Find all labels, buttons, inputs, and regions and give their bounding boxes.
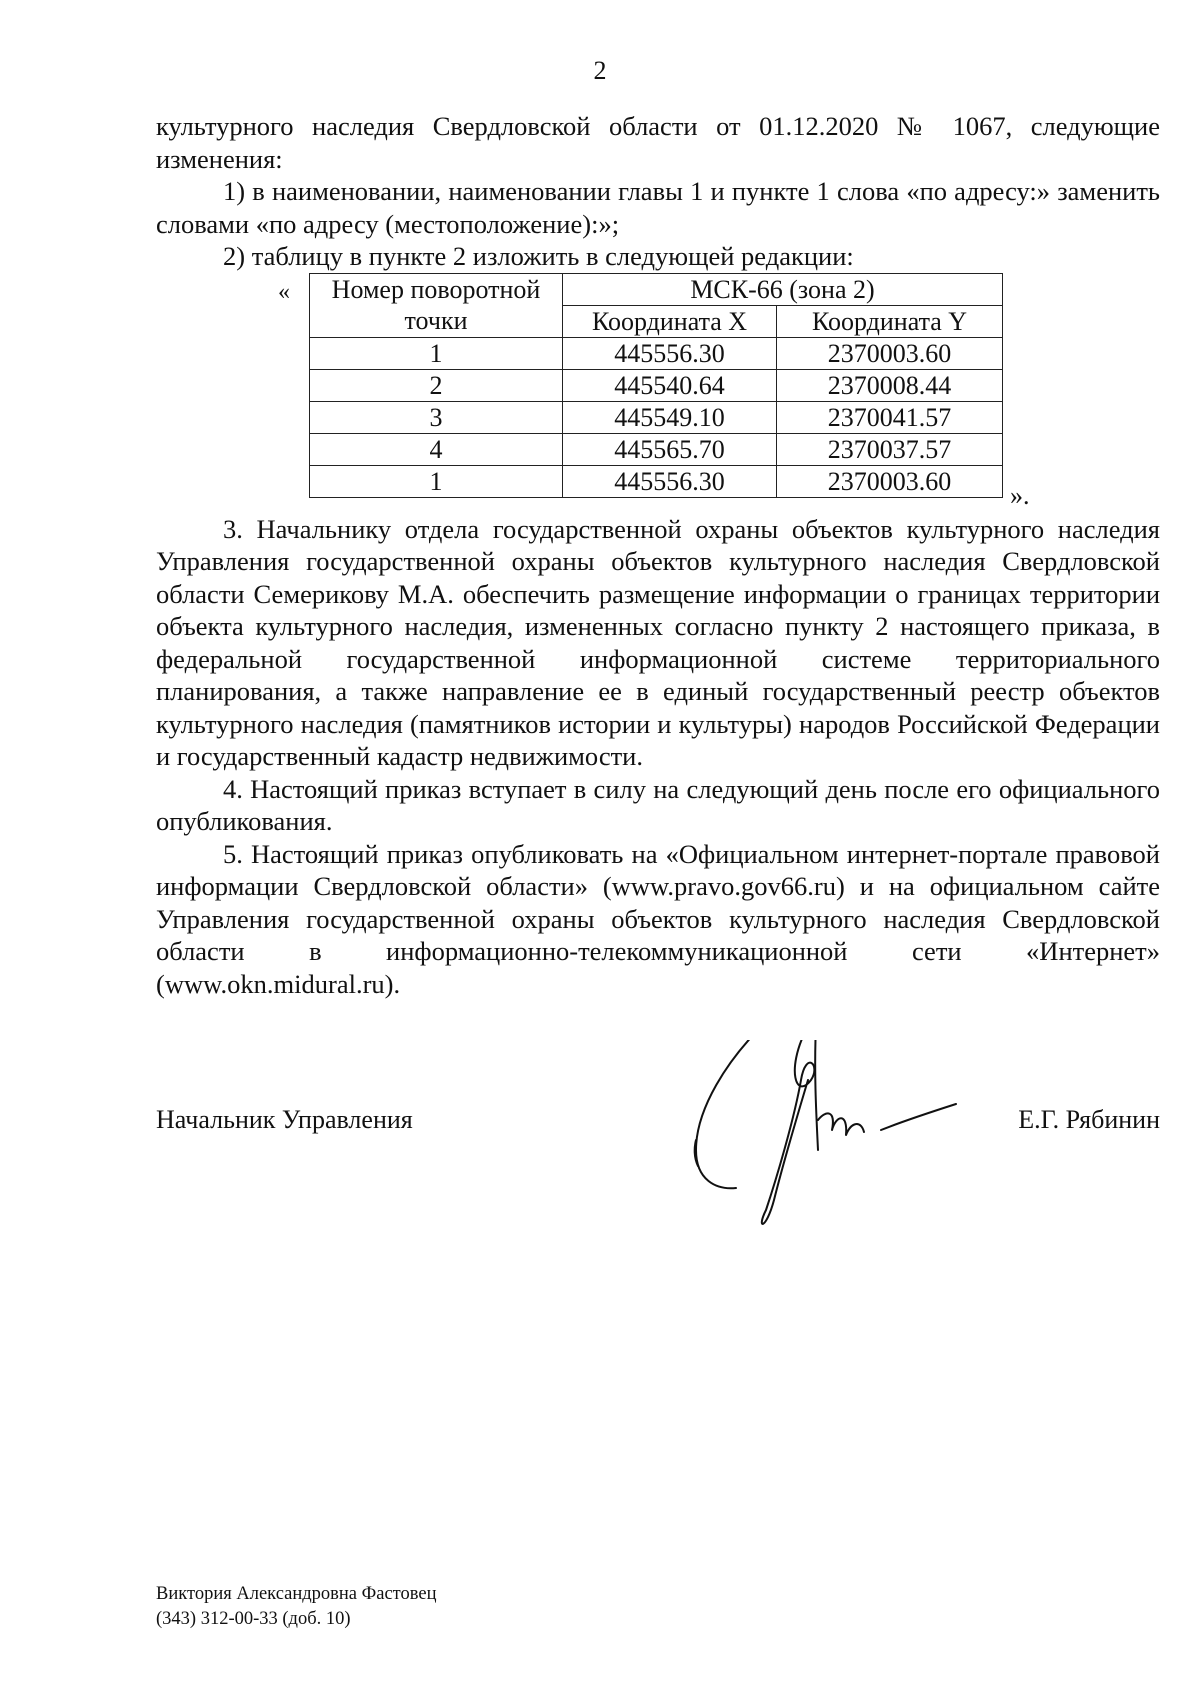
executor-footer [156,1582,437,1632]
paragraph-item-1: 1) в наименовании, наименовании главы 1 и пункте 1 слова «по адресу:» заменить словами «по адресу (местоположение):»; [156,176,1160,239]
cell-y: 2370041.57 [777,401,1003,433]
cell-x: 445565.70 [563,433,777,465]
cell-point: 1 [310,465,563,497]
table-opening-quote: « [278,278,290,305]
paragraph-item-5: 5. Настоящий приказ опубликовать на «Официальном интернет-портале правовой информации Свердловской области» (www.pravo.gov66.ru) и на официальном сайте Управления государственной охраны объектов культурного наследия Свердловской области в информационно-телекоммуникационной сети «Интернет» (www.okn.midural.ru). [156,838,1160,999]
cell-x: 445556.30 [563,465,777,497]
signatory-role: Начальник Управления [156,1105,413,1134]
document-body [156,110,1160,1000]
cell-y: 2370037.57 [777,433,1003,465]
cell-point: 3 [310,401,563,433]
cell-y: 2370008.44 [777,369,1003,401]
handwritten-signature [656,1040,1016,1240]
coordinates-table-block [156,273,1160,513]
table-row [310,433,1003,465]
executor-phone: (343) 312-00-33 (доб. 10) [156,1609,351,1629]
header-coordinate-x: Координата X [563,305,777,337]
cell-point: 2 [310,369,563,401]
table-header-row-1 [310,273,1003,305]
signature-block [156,1040,1160,1240]
table-row [310,465,1003,497]
cell-point: 4 [310,433,563,465]
table-closing-quote: ». [1010,480,1030,510]
table-row [310,401,1003,433]
header-point-number: Номер поворотной [310,273,563,305]
paragraph-intro: культурного наследия Свердловской области от 01.12.2020 № 1067, следующие изменения: [156,111,1160,174]
paragraph-item-3: 3. Начальнику отдела государственной охраны объектов культурного наследия Управления государственной охраны объектов культурного наследия Свердловской области Семерикову М.А. обеспечить размещение информации о границах территории объекта культурного наследия, измененных согласно пункту 2 настоящего приказа, в федеральной государственной информационной системе территориального планирования, а также направление ее в единый государственный реестр объектов культурного наследия (памятников истории и культуры) народов Российской Федерации и государственный кадастр недвижимости. [156,513,1160,771]
coordinates-table [309,273,1003,498]
header-coordinate-system: МСК-66 (зона 2) [563,273,1003,305]
table-header-row-2 [310,305,1003,337]
cell-x: 445540.64 [563,369,777,401]
cell-point: 1 [310,337,563,369]
cell-y: 2370003.60 [777,465,1003,497]
cell-x: 445556.30 [563,337,777,369]
paragraph-item-2: 2) таблицу в пункте 2 изложить в следующей редакции: [223,241,854,271]
table-row [310,369,1003,401]
paragraph-item-4: 4. Настоящий приказ вступает в силу на следующий день после его официального опубликования. [156,773,1160,836]
table-row [310,337,1003,369]
header-point-number-cont: точки [310,305,563,337]
cell-y: 2370003.60 [777,337,1003,369]
cell-x: 445549.10 [563,401,777,433]
header-coordinate-y: Координата Y [777,305,1003,337]
page-number: 2 [593,56,607,85]
executor-name: Виктория Александровна Фастовец [156,1584,437,1604]
signatory-name: Е.Г. Рябинин [1018,1105,1160,1134]
